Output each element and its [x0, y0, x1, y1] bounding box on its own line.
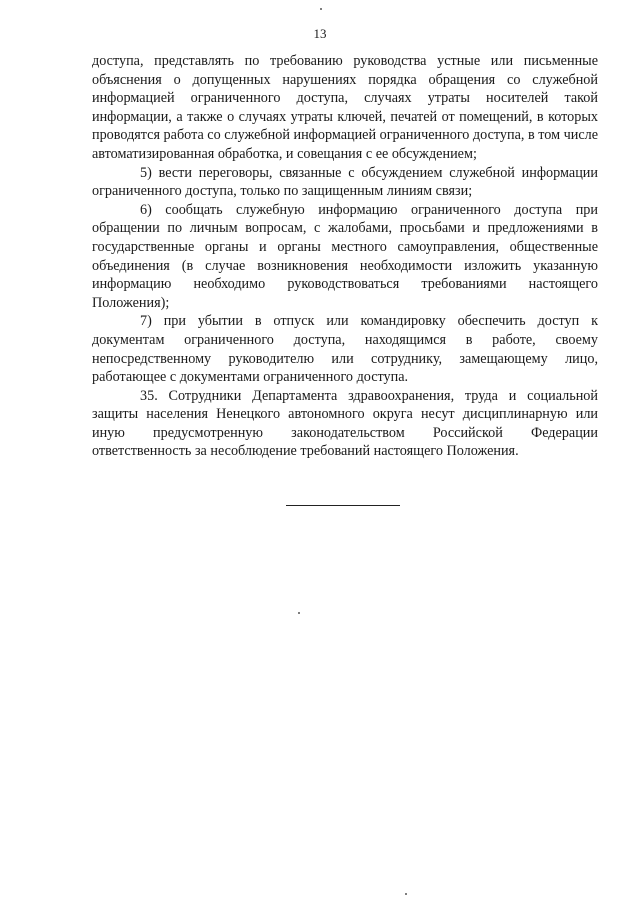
paragraph-item-6: 6) сообщать служебную информацию ограниченного доступа при обращении по личным вопросам, с жалобами, просьбами и предложениями в государственные органы и органы местного самоуправления, общественные объединения (в случае возникновения необходимости изложить указанную информацию необходимо руководствоваться требованиями настоящего Положения); [92, 201, 598, 311]
paragraph-clause-35: 35. Сотрудники Департамента здравоохранения, труда и социальной защиты населения Ненецкого автономного округа несут дисциплинарную или иную предусмотренную законодательством Российской Федерации ответственность за несоблюдение требований настоящего Положения. [92, 387, 598, 460]
document-body [92, 52, 598, 461]
paragraph-item-7: 7) при убытии в отпуск или командировку обеспечить доступ к документам ограниченного доступа, находящимся в работе, своему непосредственному руководителю или сотруднику, замещающему лицо, работающее с документами ограниченного доступа. [92, 313, 598, 386]
scan-speck [405, 893, 407, 895]
paragraph-item-5: 5) вести переговоры, связанные с обсуждением служебной информации ограниченного доступа, только по защищенным линиям связи; [92, 164, 598, 200]
page-number: 13 [313, 26, 327, 41]
end-divider-line [286, 505, 400, 506]
scan-speck [298, 612, 300, 614]
paragraph-continuation: доступа, представлять по требованию руководства устные или письменные объяснения о допущенных нарушениях порядка обращения со служебной информацией ограниченного доступа, случаях утраты носителей такой информации, а также о случаях утраты ключей, печатей от помещений, в которых проводятся работа со служебной информацией ограниченного доступа, в том числе автоматизированная обработка, и совещания с ее обсуждением; [92, 53, 598, 162]
scan-speck [320, 8, 322, 10]
